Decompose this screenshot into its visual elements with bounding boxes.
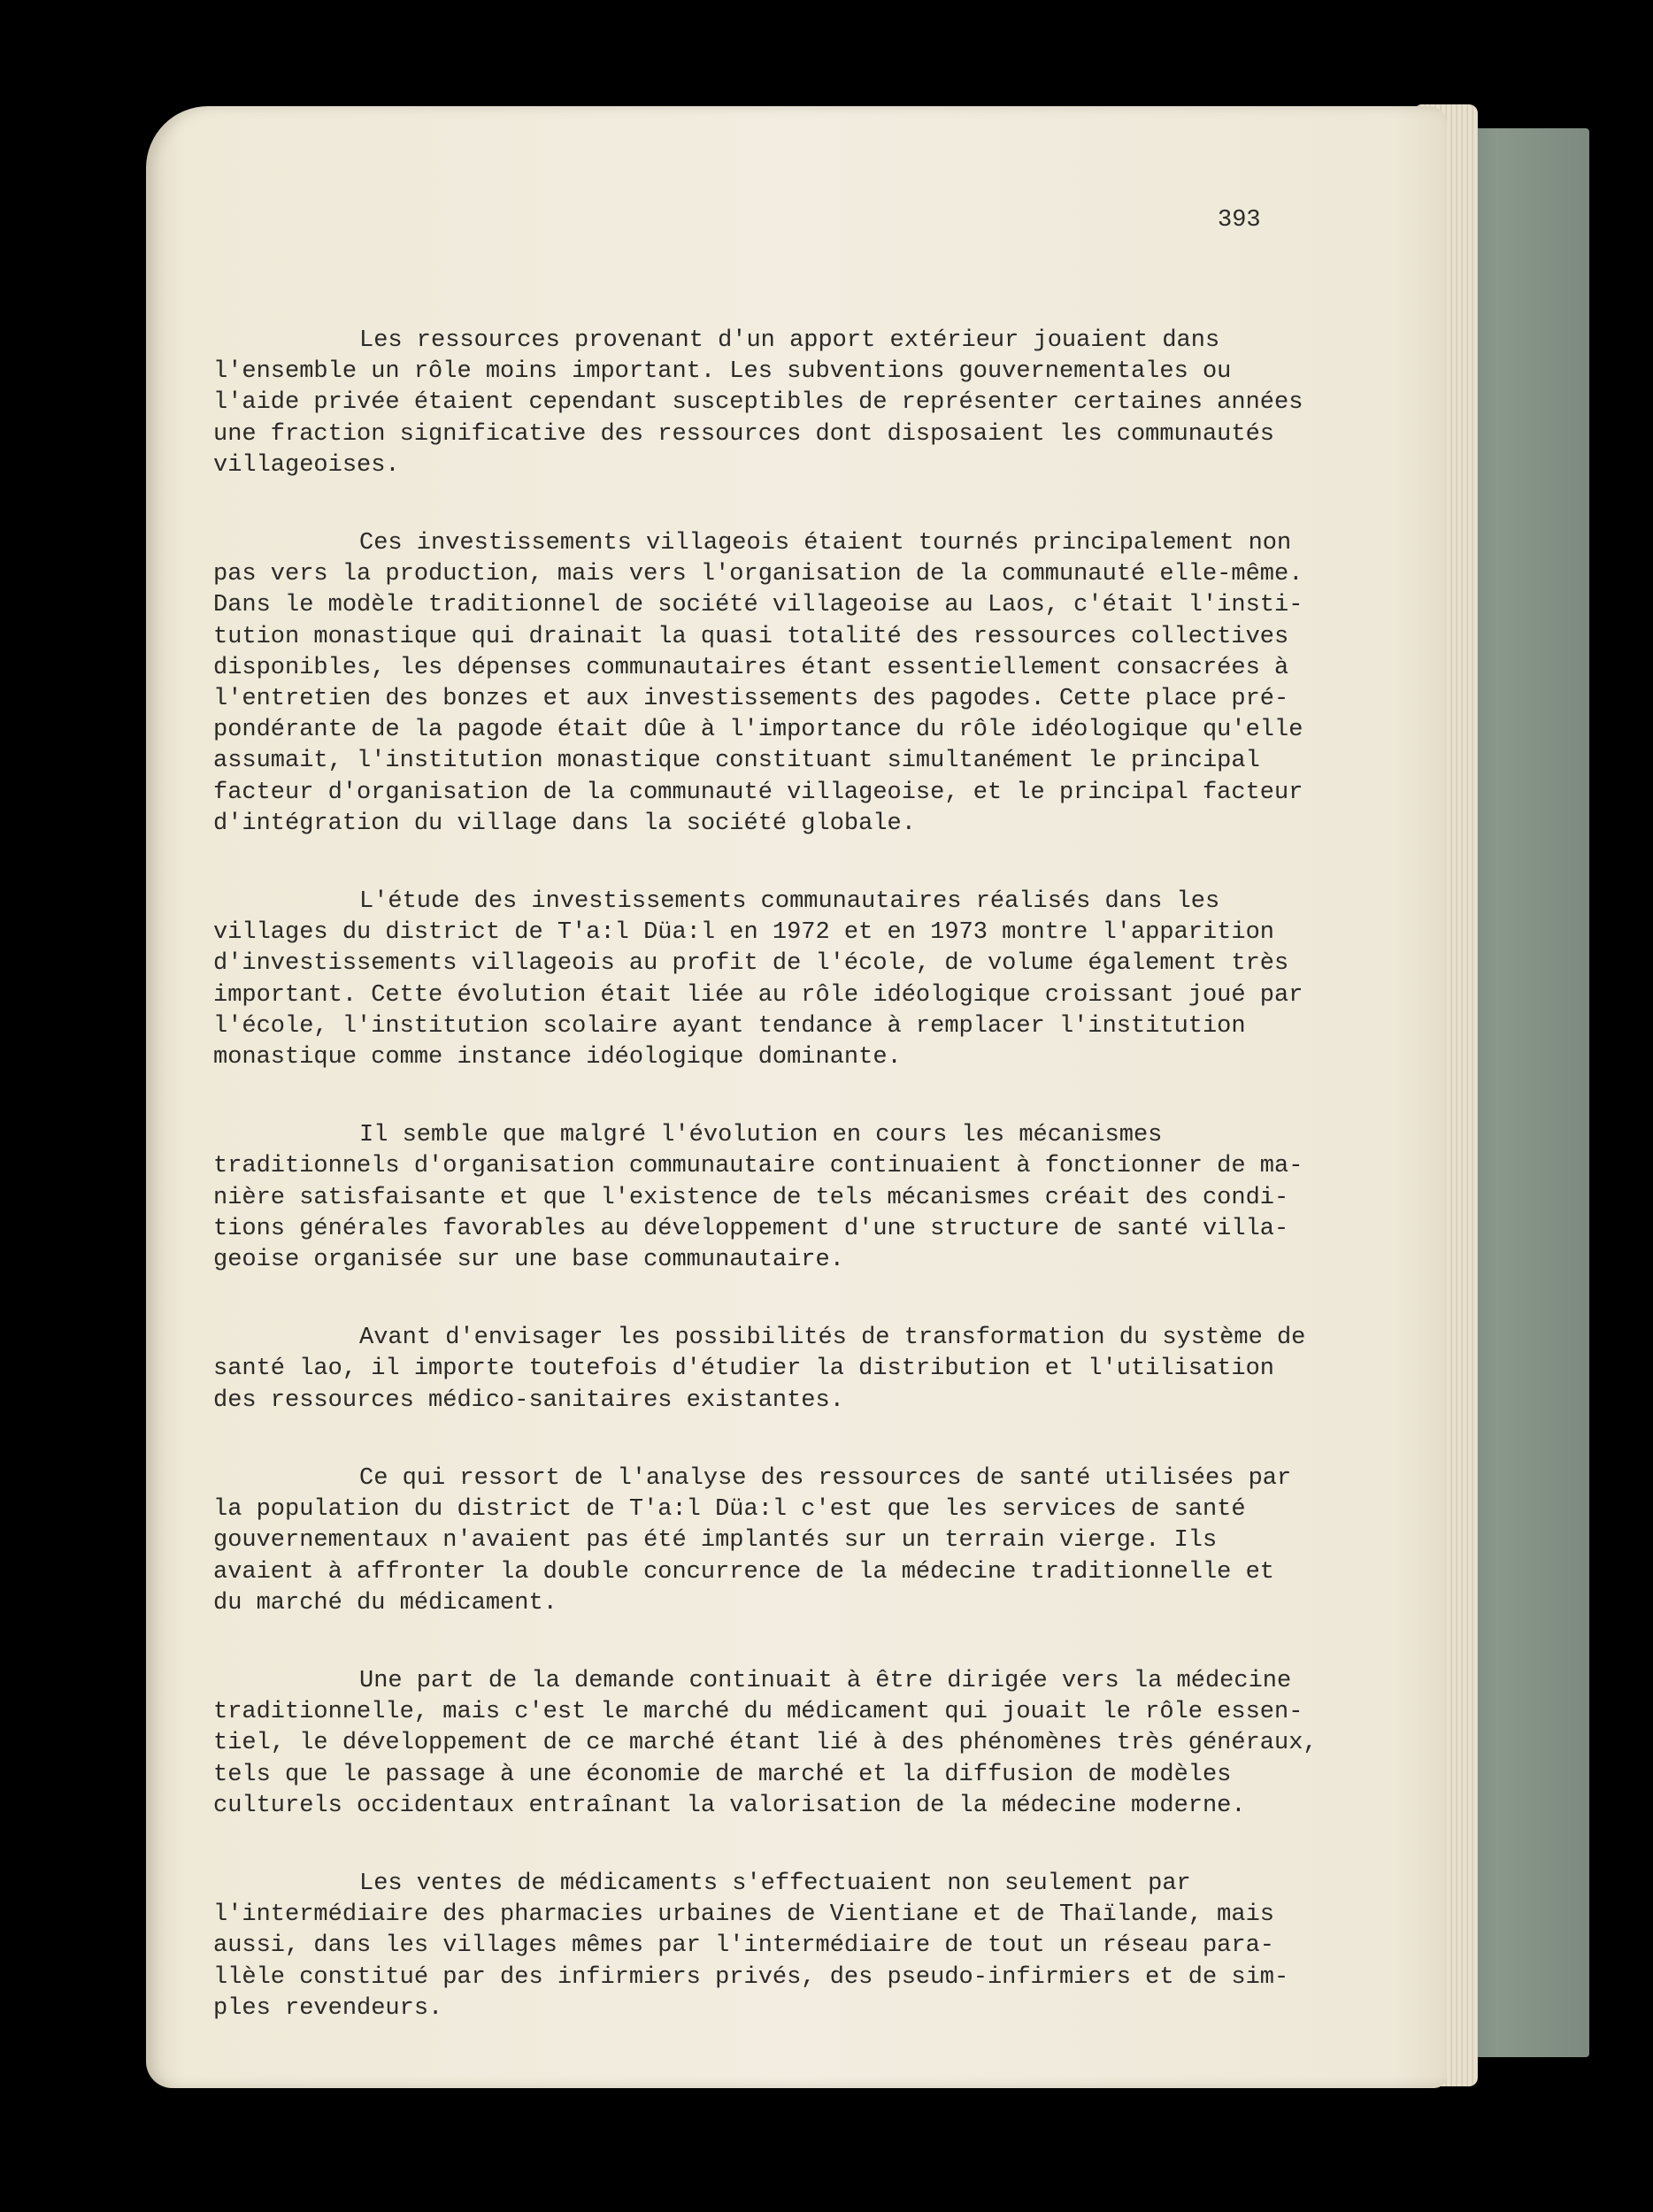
text-line: llèle constitué par des infirmiers privés, des pseudo-infirmiers et de sim-: [213, 1963, 1289, 1991]
text-line: Les ressources provenant d'un apport extérieur jouaient dans: [359, 327, 1220, 354]
paragraph: [213, 1323, 1364, 1417]
text-line: ples revendeurs.: [213, 1994, 443, 2022]
text-line: Ces investissements villageois étaient tournés principalement non: [359, 530, 1292, 557]
text-line: traditionnelle, mais c'est le marché du médicament qui jouait le rôle essen-: [213, 1699, 1303, 1726]
text-line: villages du district de T'a:l Düa:l en 1972 et en 1973 montre l'apparition: [213, 919, 1274, 947]
page-body: [213, 326, 1364, 2071]
paragraph: [213, 887, 1364, 1073]
paragraph: [213, 1120, 1364, 1276]
text-line: Les ventes de médicaments s'effectuaient non seulement par: [359, 1870, 1191, 1897]
paragraph: [213, 1666, 1364, 1822]
text-line: nière satisfaisante et que l'existence de tels mécanismes créait des condi-: [213, 1184, 1289, 1211]
text-line: l'école, l'institution scolaire ayant tendance à remplacer l'institution: [213, 1012, 1246, 1040]
paragraph: [213, 1869, 1364, 2024]
text-line: Avant d'envisager les possibilités de transformation du système de: [359, 1325, 1306, 1352]
text-line: important. Cette évolution était liée au rôle idéologique croissant joué par: [213, 981, 1303, 1009]
page-number: 393: [1218, 207, 1261, 234]
text-line: santé lao, il importe toutefois d'étudier la distribution et l'utilisation: [213, 1356, 1274, 1383]
paragraph: [213, 1463, 1364, 1619]
text-line: Il semble que malgré l'évolution en cours les mécanismes: [359, 1122, 1163, 1149]
text-line: disponibles, les dépenses communautaires étant essentiellement consacrées à: [213, 654, 1289, 681]
text-line: gouvernementaux n'avaient pas été implantés sur un terrain vierge. Ils: [213, 1527, 1218, 1555]
text-line: tions générales favorables au développement d'une structure de santé villa-: [213, 1215, 1289, 1242]
text-line: Ce qui ressort de l'analyse des ressources de santé utilisées par: [359, 1464, 1292, 1492]
paragraph: [213, 528, 1364, 840]
text-line: l'entretien des bonzes et aux investissements des pagodes. Cette place pré-: [213, 686, 1289, 713]
text-line: aussi, dans les villages mêmes par l'intermédiaire de tout un réseau para-: [213, 1932, 1274, 1960]
text-line: pas vers la production, mais vers l'organisation de la communauté elle-même.: [213, 561, 1303, 588]
text-line: pondérante de la pagode était dûe à l'importance du rôle idéologique qu'elle: [213, 717, 1303, 744]
text-line: l'aide privée étaient cependant susceptibles de représenter certaines années: [213, 389, 1303, 417]
text-line: facteur d'organisation de la communauté villageoise, et le principal facteur: [213, 779, 1303, 806]
text-line: traditionnels d'organisation communautaire continuaient à fonctionner de ma-: [213, 1153, 1303, 1180]
text-line: tiel, le développement de ce marché étant lié à des phénomènes très généraux,: [213, 1730, 1318, 1757]
text-line: Une part de la demande continuait à être dirigée vers la médecine: [359, 1667, 1292, 1694]
text-line: geoise organisée sur une base communautaire.: [213, 1247, 844, 1274]
text-line: culturels occidentaux entraînant la valorisation de la médecine moderne.: [213, 1792, 1246, 1819]
text-line: du marché du médicament.: [213, 1589, 557, 1617]
text-line: une fraction significative des ressources dont disposaient les communautés: [213, 420, 1274, 448]
text-line: d'investissements villageois au profit de l'école, de volume également très: [213, 950, 1289, 978]
text-line: tution monastique qui drainait la quasi totalité des ressources collectives: [213, 623, 1289, 650]
text-line: assumait, l'institution monastique constituant simultanément le principal: [213, 748, 1260, 775]
text-line: tels que le passage à une économie de marché et la diffusion de modèles: [213, 1761, 1232, 1788]
text-line: l'ensemble un rôle moins important. Les subventions gouvernementales ou: [213, 358, 1232, 386]
text-line: avaient à affronter la double concurrence de la médecine traditionnelle et: [213, 1558, 1274, 1586]
text-line: la population du district de T'a:l Düa:l c'est que les services de santé: [213, 1496, 1246, 1524]
text-line: villageoises.: [213, 451, 400, 479]
text-line: monastique comme instance idéologique dominante.: [213, 1044, 902, 1071]
text-line: des ressources médico-sanitaires existantes.: [213, 1386, 844, 1414]
text-line: d'intégration du village dans la société globale.: [213, 810, 916, 837]
text-line: L'étude des investissements communautaires réalisés dans les: [359, 888, 1220, 916]
text-line: Dans le modèle traditionnel de société villageoise au Laos, c'était l'insti-: [213, 592, 1303, 619]
text-line: l'intermédiaire des pharmacies urbaines de Vientiane et de Thaïlande, mais: [213, 1901, 1274, 1929]
paragraph: [213, 326, 1364, 481]
